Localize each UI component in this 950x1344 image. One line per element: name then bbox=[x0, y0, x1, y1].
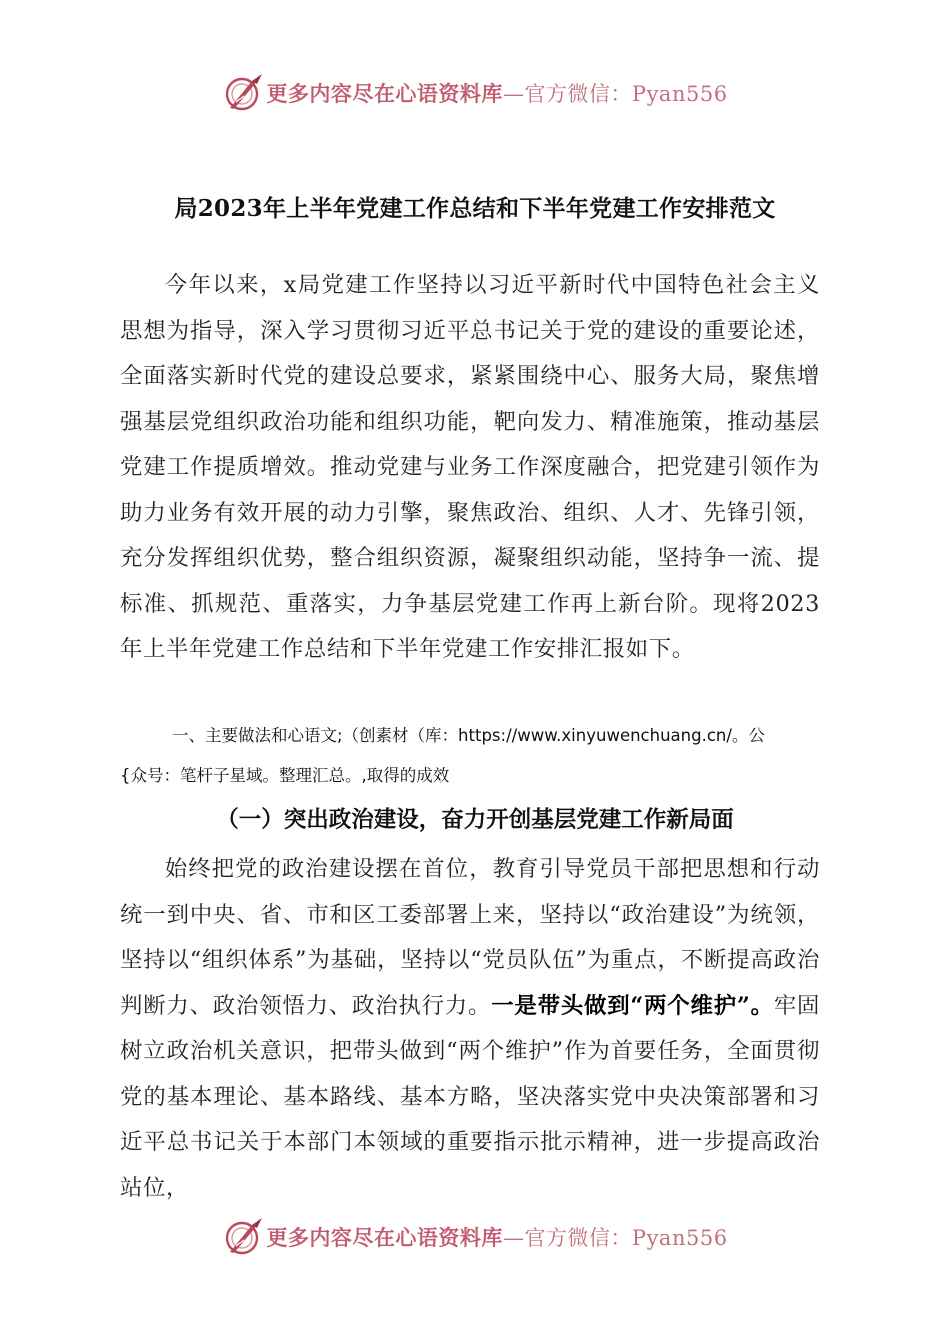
watermark-dash: — bbox=[502, 82, 525, 106]
body-paragraph-bold-lead: 一是带头做到“两个维护”。 bbox=[491, 992, 774, 1019]
section-heading bbox=[120, 716, 840, 796]
body-paragraph-intro: 始终把党的政治建设摆在首位，教育引导党员干部把思想和行动统一到中央、省、市和区工委部署上来，坚持以“政治建设”为统领，坚持以“组织体系”为基础，坚持以“党员队伍”为重点，不断提高政治判断力、政治领悟力、政治执行力。 bbox=[120, 856, 820, 1019]
document-title: 局2023年上半年党建工作总结和下半年党建工作安排范文 bbox=[174, 195, 776, 222]
watermark-text bbox=[266, 1222, 727, 1252]
watermark-text bbox=[266, 78, 727, 108]
quill-logo-icon bbox=[222, 1216, 264, 1258]
body-paragraph bbox=[120, 847, 820, 1211]
intro-paragraph: 今年以来，x局党建工作坚持以习近平新时代中国特色社会主义思想为指导，深入学习贯彻习近平总书记关于党的建设的重要论述，全面落实新时代党的建设总要求，紧紧围绕中心、服务大局，聚焦增强基层党组织政治功能和组织功能，靶向发力、精准施策，推动基层党建工作提质增效。推动党建与业务工作深度融合，把党建引领作为助力业务有效开展的动力引擎，聚焦政治、组织、人才、先锋引领，充分发挥组织优势，整合组织资源，凝聚组织动能，坚持争一流、提标准、抓规范、重落实，力争基层党建工作再上新台阶。现将2023年上半年党建工作总结和下半年党建工作安排汇报如下。 bbox=[120, 272, 820, 662]
watermark-contact: 官方微信：Pyan556 bbox=[524, 82, 728, 106]
watermark-banner-top bbox=[0, 70, 950, 116]
body-paragraph-rest: 牢固树立政治机关意识，把带头做到“两个维护”作为首要任务，全面贯彻党的基本理论、基本路线、基本方略，坚决落实党中央决策部署和习近平总书记关于本部门本领域的重要指示批示精神，进一步提高政治站位， bbox=[120, 992, 821, 1201]
section-heading-line-1: 一、主要做法和心语文;（创素材（库：https://www.xinyuwenchuang.cn/。公 bbox=[172, 726, 765, 745]
watermark-banner-bottom bbox=[0, 1214, 950, 1260]
watermark-brand: 更多内容尽在心语资料库 bbox=[266, 81, 503, 106]
section-heading-line-2: {众号：笔杆子星域。整理汇总。,取得的成效 bbox=[120, 766, 450, 785]
quill-logo-icon bbox=[222, 72, 264, 114]
sub-heading: （一）突出政治建设，奋力开创基层党建工作新局面 bbox=[216, 807, 734, 833]
watermark-dash: — bbox=[502, 1226, 525, 1250]
watermark-contact: 官方微信：Pyan556 bbox=[524, 1226, 728, 1250]
watermark-brand: 更多内容尽在心语资料库 bbox=[266, 1225, 503, 1250]
